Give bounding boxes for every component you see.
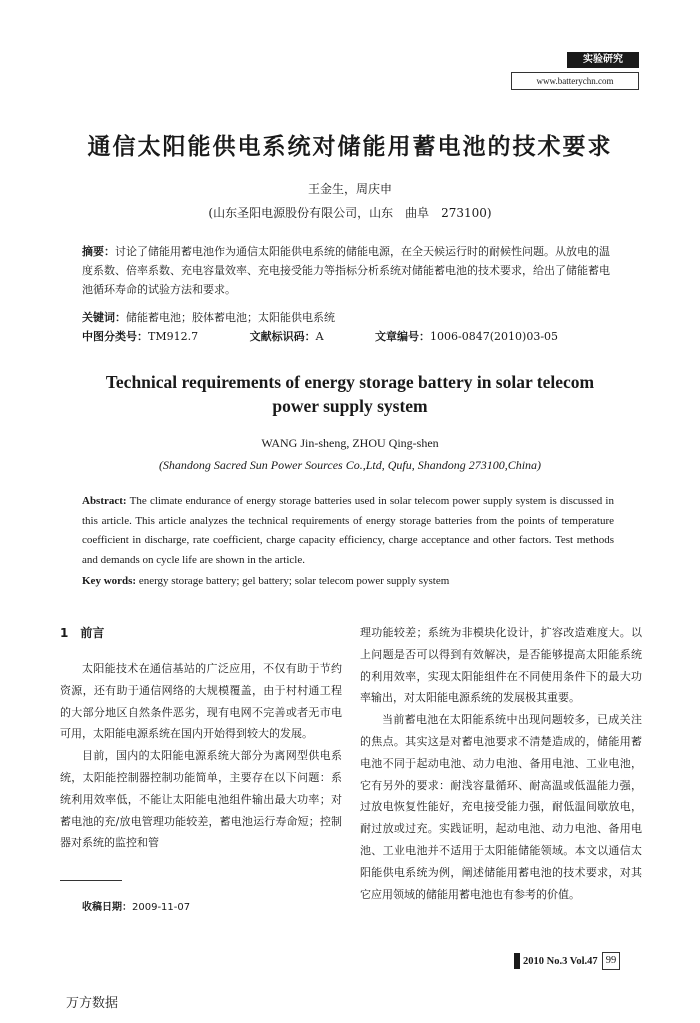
abstract-zh-label: 摘要： [82,245,115,258]
doc-code-label: 文献标识码： [249,330,316,343]
paragraph: 目前，国内的太阳能电源系统大部分为离网型供电系统，太阳能控制器控制功能简单，主要存在以下问题：系统利用效率低，不能让太阳能电池组件输出最大功率；对蓄电池的充/放电管理功能较差，蓄电池运行寿命短；控制器对系统的监控和管 [60,749,342,850]
doc-code-value: A [315,330,324,343]
journal-url[interactable]: www.batterychn.com [511,72,639,90]
footnote-divider [60,880,122,881]
abstract-zh [82,242,620,299]
clc-value: TM912.7 [148,330,199,343]
abstract-en [82,492,614,570]
keywords-en-text: energy storage battery; gel battery; solar telecom power supply system [138,575,450,587]
clc-label: 中图分类号： [82,330,148,343]
received-label: 收稿日期： [82,902,132,913]
paragraph-continuation: 理功能较差；系统为非模块化设计，扩容改造难度大。以上问题是否可以得到有效解决，是否能够提高太阳能系统的利用效率，实现太阳能组件在不同使用条件下的最大功率输出，对太阳能电源系统的发展极其重要。 [360,626,642,705]
page-number: 99 [602,952,621,970]
issue-text: 2010 No.3 Vol.47 [523,955,598,967]
abstract-en-text: The climate endurance of energy storage batteries used in solar telecom power supply system is discussed in this article. This article analyzes the technical requirements of energy storage batteries from the points of temperature coefficient in discharge, rate coefficient, charge capacity efficiency, charge acceptance and other factors. Test methods and demands on cycle life are shown in the article. [82,495,614,566]
abstract-zh-text: 讨论了储能用蓄电池作为通信太阳能供电系统的储能电源，在全天候运行时的耐候性问题。从放电的温度系数、倍率系数、充电容量效率、充电接受能力等指标分析系统对储能蓄电池的技术要求，给出了储能蓄电池循环寿命的试验方法和要求。 [82,245,610,296]
affiliation-en: (Shandong Sacred Sun Power Sources Co.,Ltd, Qufu, Shandong 273100,China) [158,458,542,472]
right-column [360,622,642,905]
received-value: 2009-11-07 [132,902,191,913]
page-title-en: Technical requirements of energy storage battery in solar telecom power supply system [105,372,595,416]
keywords-en [82,572,614,591]
keywords-zh-text: 储能蓄电池；胶体蓄电池；太阳能供电系统 [126,311,335,324]
page-title-zh: 通信太阳能供电系统对储能用蓄电池的技术要求 [87,134,613,160]
affiliation-zh: (山东圣阳电源股份有限公司，山东 曲阜 273100) [208,206,492,220]
authors-en: WANG Jin-sheng, ZHOU Qing-shen [261,436,439,450]
left-column [60,658,342,854]
keywords-zh-label: 关键词： [82,311,126,324]
keywords-zh [82,308,620,327]
keywords-en-label: Key words: [82,575,137,587]
article-no-value: 1006-0847(2010)03-05 [430,330,559,343]
section-heading: 1 前言 [60,626,105,640]
issue-marker-icon [514,953,520,969]
watermark: 万方数据 [66,996,119,1011]
received-date [82,898,190,913]
abstract-en-label: Abstract: [82,495,127,507]
authors-zh: 王金生，周庆申 [307,182,392,196]
paragraph: 当前蓄电池在太阳能系统中出现问题较多，已成关注的焦点。其实这是对蓄电池要求不清楚造成的，储能用蓄电池不同于起动电池、动力电池、备用电池、工业电池，它有另外的要求：耐浅容量循环、耐高温或低温能力强，过放电恢复性能好，充电接受能力强，耐低温间歇放电，耐过放或过充。实践证明，起动电池、动力电池、备用电池、工业电池并不适用于太阳能储能领域。本文以通信太阳能供电系统为例，阐述储能用蓄电池的技术要求，对其它应用领域的储能用蓄电池也有参考的价值。 [360,713,642,901]
paragraph: 太阳能技术在通信基站的广泛应用，不仅有助于节约资源，还有助于通信网络的大规模覆盖，由于村村通工程的大部分地区自然条件恶劣，现有电网不完善或者无市电可用，太阳能电源系统在国内开始得到较大的发展。 [60,662,342,741]
article-no-label: 文章编号： [375,330,431,343]
issue-info [514,952,620,970]
section-tag: 实验研究 [567,52,639,68]
classification-line [82,327,620,346]
